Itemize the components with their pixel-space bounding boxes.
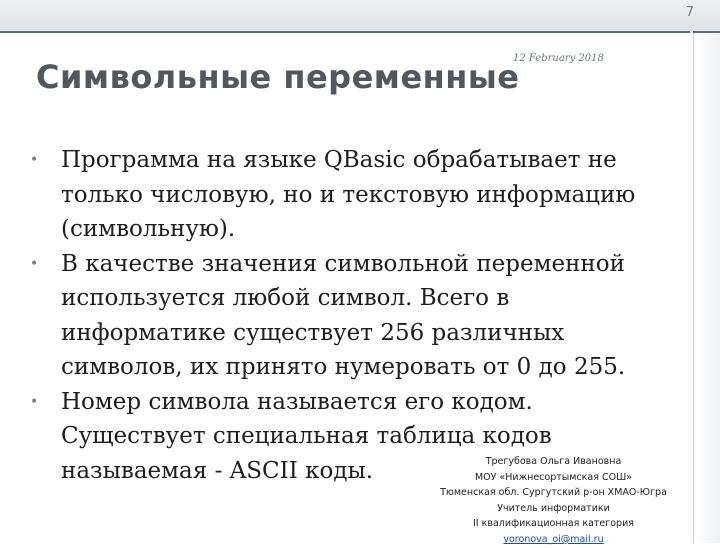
- bullet-marker: •: [30, 255, 39, 272]
- bullet-marker: •: [30, 393, 39, 410]
- right-frame-border: [693, 33, 720, 543]
- bullet-line: В качестве значения символьной переменной: [61, 250, 625, 277]
- bullet-line: называемая - ASCII коды.: [61, 457, 374, 484]
- bullet-line: информатике существует 256 различных: [61, 319, 565, 346]
- bullet-line: символов, их принято нумеровать от 0 до 255.: [61, 354, 626, 380]
- header-rule: [0, 31, 690, 33]
- author-category: II квалификационная категория: [473, 518, 634, 530]
- author-email-link[interactable]: voronova_oi@mail.ru: [503, 533, 604, 545]
- bullet-marker: •: [30, 152, 39, 168]
- bullet-line: только числовую, но и текстовую информацию: [61, 181, 636, 208]
- bullet-list: [30, 143, 692, 488]
- header-band: [0, 0, 720, 33]
- author-location: Тюменская обл. Сургутский р-он ХМАО-Югра: [440, 487, 667, 499]
- bullet-line: Номер символа называется его кодом.: [61, 388, 533, 415]
- slide-title: Символьные переменные: [36, 58, 520, 96]
- author-position: Учитель информатики: [497, 502, 610, 514]
- bullet-line: используется любой символ. Всего в: [61, 285, 510, 311]
- page-number: 7: [685, 5, 694, 20]
- author-school: МОУ «Нижнесортымская СОШ»: [474, 471, 633, 483]
- bullet-line: Программа на языке QBasic обрабатывает не: [61, 147, 617, 173]
- bullet-item: [30, 143, 692, 247]
- author-name: Трегубова Ольга Ивановна: [485, 456, 622, 467]
- slide-date: 12 February 2018: [513, 53, 604, 64]
- author-signature-block: [426, 454, 681, 548]
- bullet-line: (символьную).: [61, 216, 236, 242]
- bullet-item: [30, 247, 692, 385]
- bullet-line: Существует специальная таблица кодов: [61, 423, 552, 449]
- bullet-text: [61, 143, 692, 247]
- bullet-text: [61, 247, 692, 385]
